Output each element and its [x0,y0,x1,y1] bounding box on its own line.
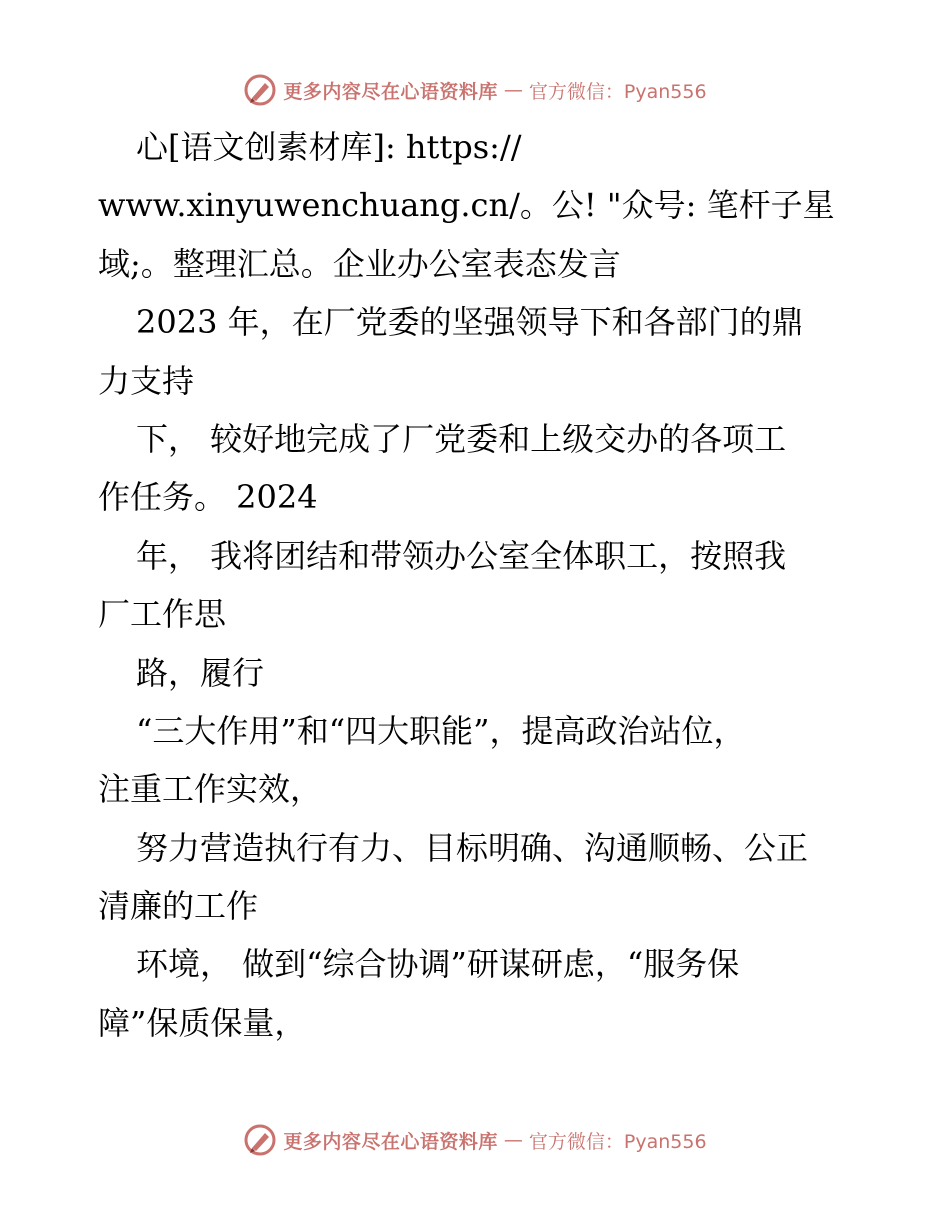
header-banner-separator: — [503,79,523,101]
pen-logo-icon [243,1123,277,1157]
body-line: “三大作用”和“四大职能”，提高政治站位， [136,711,746,750]
document-body [98,118,858,1052]
body-line: www.xinyuwenchuang.cn/。公! "众号: 笔杆子星 [98,186,835,225]
body-line: 厂工作思 [98,595,227,634]
footer-banner-wechat: 官方微信：Pyan556 [528,1130,707,1153]
body-line: 下， 较好地完成了厂党委和上级交办的各项工 [136,419,787,458]
body-line: 路，履行 [136,653,265,692]
footer-banner-text: 更多内容尽在心语资料库 [283,1130,498,1153]
header-banner-text: 更多内容尽在心语资料库 [283,80,498,103]
body-line: 努力营造执行有力、目标明确、沟通顺畅、公正 [136,828,809,867]
footer-banner [0,1120,950,1160]
body-line: 环境， 做到“综合协调”研谋研虑，“服务保 [136,945,740,984]
header-banner-wechat: 官方微信：Pyan556 [528,80,707,103]
body-line: 年， 我将团结和带领办公室全体职工，按照我 [136,536,787,575]
body-line: 障”保质保量， [98,1003,307,1042]
pen-logo-icon [243,73,277,107]
body-line: 清廉的工作 [98,887,259,926]
body-line: 2023 年，在厂党委的坚强领导下和各部门的鼎 [136,303,804,342]
body-line: 心[语文创素材库]: https:// [136,128,522,166]
header-banner [0,70,950,110]
footer-banner-separator: — [503,1129,523,1151]
body-line: 作任务。 2024 [98,478,318,517]
body-line: 域;。整理汇总。企业办公室表态发言 [98,244,621,283]
body-line: 注重工作实效， [98,770,323,809]
body-line: 力支持 [98,361,195,400]
